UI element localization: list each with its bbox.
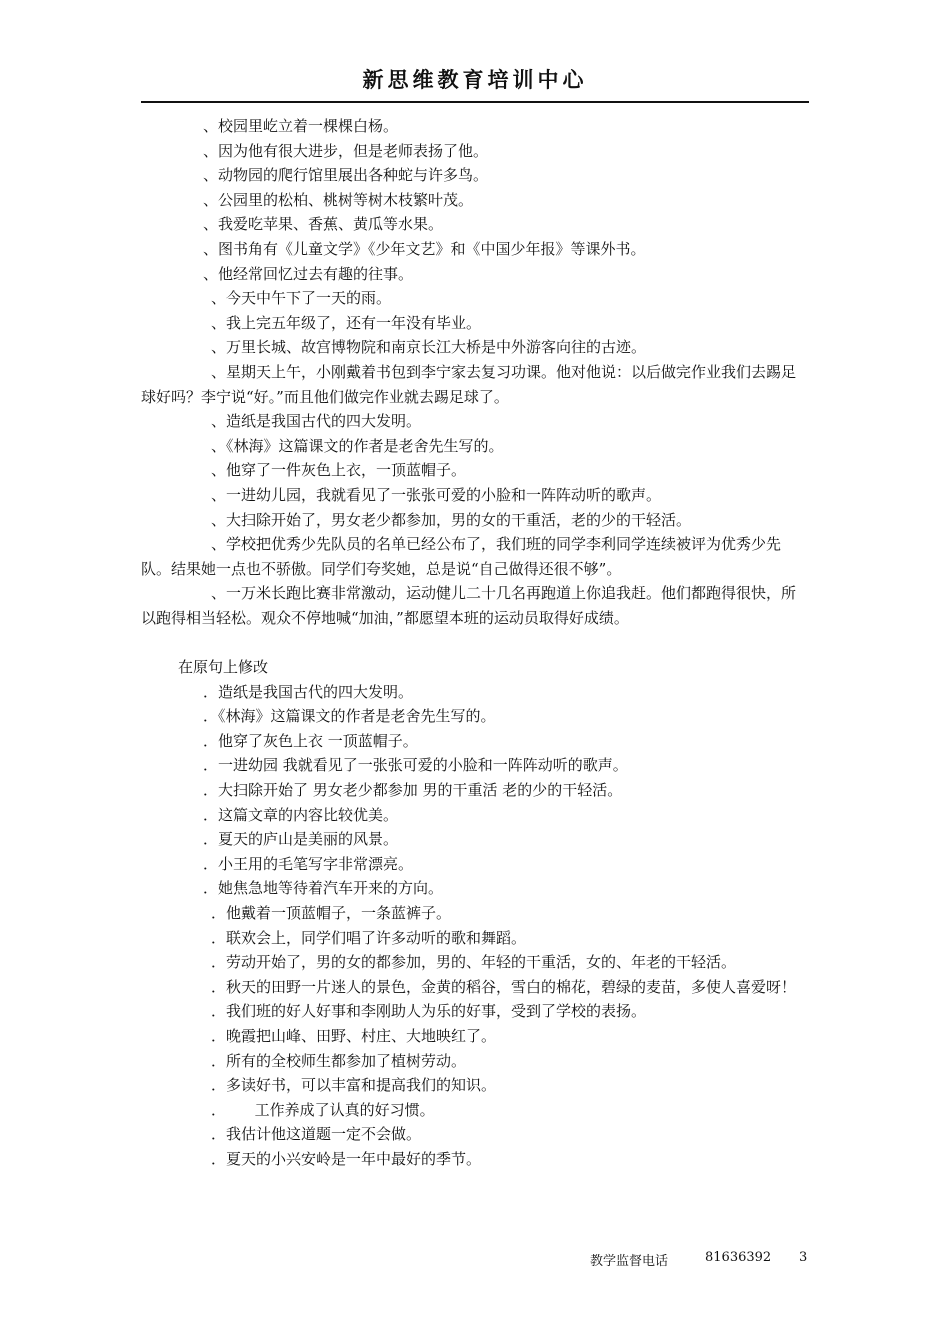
sentence-4: 、公园里的松柏、桃树等树木枝繁叶茂。 [203, 190, 474, 209]
header-title: 新思维教育培训中心 [362, 68, 588, 92]
sentence-13: 、《林海》这篇课文的作者是老舍先生写的。 [211, 436, 504, 455]
footer-phone: 81636392 [705, 1250, 772, 1265]
revise-item-4: ．一进幼园 我就看见了一张张可爱的小脸和一阵阵动听的歌声。 [203, 756, 628, 775]
revise-item-15: ．晚霞把山峰、田野、村庄、大地映红了。 [211, 1026, 497, 1045]
revise-item-2: ．《林海》这篇课文的作者是老舍先生写的。 [203, 707, 496, 726]
revise-item-13: ．秋天的田野一片迷人的景色，金黄的稻谷，雪白的棉花，碧绿的麦苗，多使人喜爱呀！ [211, 977, 797, 996]
revise-item-18: ． 工作养成了认真的好习惯。 [211, 1100, 435, 1119]
sentence-1: 、校园里屹立着一棵棵白杨。 [203, 117, 399, 135]
revise-item-10: ．他戴着一顶蓝帽子，一条蓝裤子。 [211, 904, 452, 922]
revise-item-8: ．小王用的毛笔写字非常漂亮。 [203, 854, 414, 873]
revise-item-16: ．所有的全校师生都参加了植树劳动。 [211, 1051, 467, 1070]
sentence-10: 、万里长城、故宫博物院和南京长江大桥是中外游客向往的古迹。 [211, 338, 647, 357]
section-heading: 在原句上修改 [178, 658, 269, 677]
header-divider [141, 101, 809, 103]
sentence-17: 、学校把优秀少先队员的名单已经公布了，我们班的同学李利同学连续被评为优秀少先队。结果她一点也不骄傲。同学们夸奖她，总是说“自己做得还很不够”。 [141, 535, 782, 578]
sentence-8: 、今天中午下了一天的雨。 [211, 289, 392, 308]
sentence-16: 、大扫除开始了，男女老少都参加，男的女的干重活，老的少的干轻活。 [211, 510, 692, 529]
sentence-3: 、动物园的爬行馆里展出各种蛇与许多鸟。 [203, 166, 489, 185]
revise-item-1: ．造纸是我国古代的四大发明。 [203, 682, 414, 701]
sentence-14: 、他穿了一件灰色上衣，一顶蓝帽子。 [211, 461, 467, 480]
sentence-18: 、一万米长跑比赛非常激动，运动健儿二十几名再跑道上你追我赶。他们都跑得很快，所以跑得相当轻松。观众不停地喊“加油，”都愿望本班的运动员取得好成绩。 [141, 584, 797, 627]
section-gap [141, 630, 809, 655]
document-body [141, 114, 809, 1172]
revise-item-6: ．这篇文章的内容比较优美。 [203, 805, 399, 824]
sentence-9: 、我上完五年级了，还有一年没有毕业。 [211, 313, 482, 332]
sentence-6: 、图书角有《儿童文学》《少年文艺》和《中国少年报》等课外书。 [203, 239, 646, 258]
revise-item-9: ．她焦急地等待着汽车开来的方向。 [203, 879, 444, 898]
page-number: 3 [799, 1250, 808, 1265]
revise-item-14: ．我们班的好人好事和李刚助人为乐的好事，受到了学校的表扬。 [211, 1002, 647, 1021]
revise-item-19: ．我估计他这道题一定不会做。 [211, 1125, 422, 1144]
sentence-2: 、因为他有很大进步，但是老师表扬了他。 [203, 141, 489, 160]
revise-item-17: ．多读好书，可以丰富和提高我们的知识。 [211, 1076, 497, 1095]
revise-item-12: ．劳动开始了，男的女的都参加，男的、年轻的干重活，女的、年老的干轻活。 [211, 953, 737, 972]
sentence-7: 、他经常回忆过去有趣的往事。 [203, 264, 414, 283]
revise-item-20: ．夏天的小兴安岭是一年中最好的季节。 [211, 1149, 482, 1168]
sentence-15: 、一进幼儿园，我就看见了一张张可爱的小脸和一阵阵动听的歌声。 [211, 485, 662, 504]
sentence-5: 、我爱吃苹果、香蕉、黄瓜等水果。 [203, 215, 444, 234]
footer-label: 教学监督电话 [590, 1254, 669, 1269]
revise-item-7: ．夏天的庐山是美丽的风景。 [203, 830, 399, 849]
sentence-11: 、星期天上午，小刚戴着书包到李宁家去复习功课。他对他说：以后做完作业我们去踢足球好吗？李宁说“好。”而且他们做完作业就去踢足球了。 [141, 362, 797, 406]
revise-item-3: ．他穿了灰色上衣 一顶蓝帽子。 [203, 731, 418, 750]
revise-item-5: ．大扫除开始了 男女老少都参加 男的干重活 老的少的干轻活。 [203, 781, 623, 800]
sentence-12: 、造纸是我国古代的四大发明。 [211, 412, 422, 431]
revise-item-11: ．联欢会上，同学们唱了许多动听的歌和舞蹈。 [211, 928, 527, 947]
